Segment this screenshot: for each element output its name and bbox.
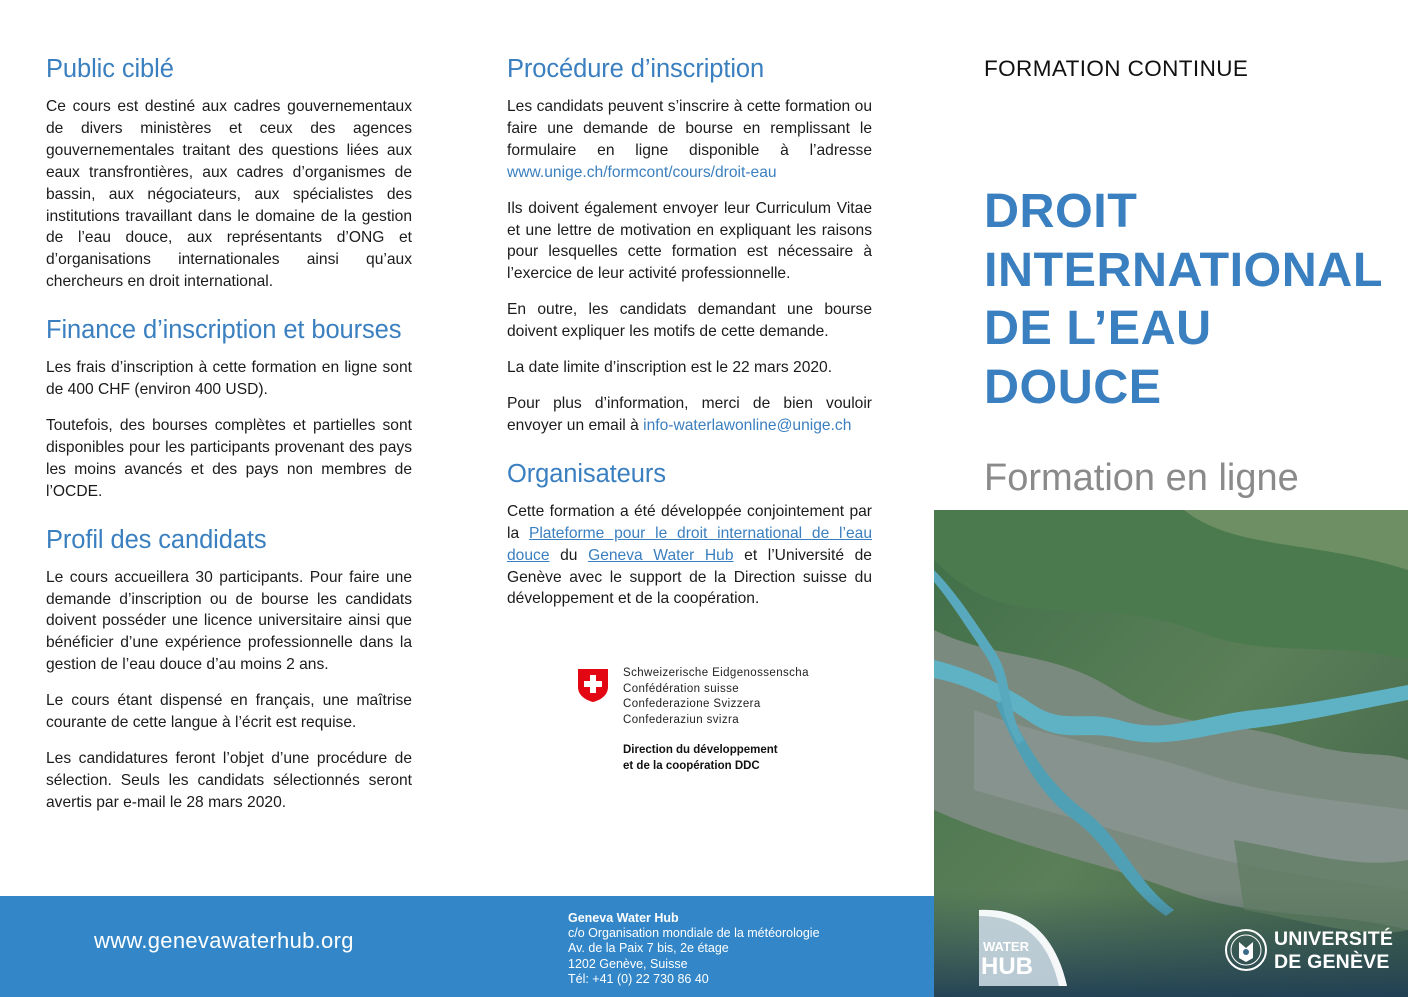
- footer-org-name: Geneva Water Hub: [568, 911, 679, 925]
- main-title-line-1: DROIT: [984, 184, 1138, 238]
- procedure-text-5-body: Pour plus d’information, merci de bien vouloir envoyer un email à: [507, 394, 872, 434]
- swiss-name-it: Confederazione Svizzera: [623, 698, 761, 711]
- footer-address-line-3: 1202 Genève, Suisse: [568, 956, 688, 971]
- ddc-label: [623, 743, 778, 774]
- heading-profil: Profil des candidats: [46, 525, 267, 554]
- swiss-shield-icon: [577, 668, 609, 703]
- main-title-line-3: DE L’EAU DOUCE: [984, 301, 1212, 414]
- main-title: [984, 182, 1384, 416]
- procedure-text-1: [507, 96, 872, 184]
- formation-continue-label: FORMATION CONTINUE: [984, 56, 1249, 81]
- finance-text-2: Toutefois, des bourses complètes et partielles sont disponibles pour les participants provenant des pays les moins avancés et des pays non membres de l’OCDE.: [46, 416, 412, 500]
- organisateurs-text-part-3: et l’Université de Genève avec le support de la Direction suisse du développement et de la coopération.: [507, 546, 872, 608]
- water-hub-logo: [975, 906, 1071, 990]
- water-hub-logo-line-2: HUB: [981, 953, 1033, 980]
- finance-text-1: Les frais d’inscription à cette formation en ligne sont de 400 CHF (environ 400 USD).: [46, 359, 412, 399]
- unige-wordmark-line-2: DE GENÈVE: [1274, 951, 1390, 973]
- heading-procedure: Procédure d’inscription: [507, 55, 765, 83]
- heading-organisateurs: Organisateurs: [507, 459, 666, 488]
- main-title-line-2: INTERNATIONAL: [984, 242, 1383, 297]
- heading-finance: Finance d’inscription et bourses: [46, 316, 402, 345]
- profil-text-2: Le cours étant dispensé en français, une maîtrise courante de cette langue à l’écrit est requise.: [46, 692, 412, 732]
- procedure-text-3: En outre, les candidats demandant une bourse doivent expliquer les motifs de cette demande.: [507, 301, 872, 341]
- footer-phone: Tél: +41 (0) 22 730 86 40: [568, 971, 709, 986]
- plateforme-link[interactable]: Plateforme pour le droit international de l’eau douce: [507, 524, 872, 564]
- procedure-text-5: [507, 393, 872, 437]
- section-organisateurs: [507, 457, 872, 611]
- profil-text-1: Le cours accueillera 30 participants. Pour faire une demande d’inscription ou de bourse les candidats doivent posséder une licence universitaire ainsi que bénéficier d’une expérience professionnelle dans la gestion de l’eau douce d’au moins 2 ans.: [46, 568, 412, 674]
- public-cible-text: Ce cours est destiné aux cadres gouvernementaux de divers ministères et ceux des agences gouvernementales traitant des questions liées aux eaux transfrontières, aux cadres d’organismes de bassin, aux négociateurs, aux spécialistes des institutions travaillant dans le domaine de la gestion de l’eau douce, aux représentants d’ONG et d’organisations internationales ainsi qu’aux chercheurs en droit international.: [46, 98, 412, 291]
- contact-email-link[interactable]: info-waterlawonline@unige.ch: [643, 416, 852, 434]
- section-public-cible: [46, 52, 412, 293]
- unige-seal-icon: [1224, 928, 1268, 972]
- right-column: [984, 52, 1384, 544]
- procedure-text-2: Ils doivent également envoyer leur Curriculum Vitae et une lettre de motivation en expliquant les raisons pour lesquelles cette formation est nécessaire à l’exercice de leur activité professionnelle.: [507, 199, 872, 283]
- middle-column: [507, 52, 872, 630]
- swiss-confederation-logo: [577, 666, 812, 776]
- subtitle: Formation en ligne: [984, 457, 1299, 499]
- geneva-water-hub-link[interactable]: Geneva Water Hub: [588, 546, 734, 564]
- organisateurs-text: [507, 501, 872, 611]
- profil-text-3: Les candidatures feront l’objet d’une procédure de sélection. Seuls les candidats sélectionnés seront avertis par e-mail le 28 mars 2020.: [46, 749, 412, 811]
- organisateurs-text-part-1: Cette formation a été développée conjointement par la: [507, 502, 872, 542]
- ddc-line-1: Direction du développement: [623, 744, 778, 756]
- section-finance: [46, 313, 412, 502]
- universite-de-geneve-logo: [1224, 926, 1394, 976]
- footer-address: [568, 911, 820, 987]
- footer-address-line-2: Av. de la Paix 7 bis, 2e étage: [568, 941, 729, 956]
- footer-bar: [0, 896, 934, 997]
- procedure-deadline: La date limite d’inscription est le 22 mars 2020.: [507, 359, 833, 377]
- procedure-text-1-body: Les candidats peuvent s’inscrire à cette formation ou faire une demande de bourse en remplissant le formulaire en ligne disponible à l’adresse: [507, 98, 872, 159]
- swiss-name-rm: Confederaziun svizra: [623, 713, 740, 726]
- swiss-name-de: Schweizerische Eidgenossenscha: [623, 667, 809, 679]
- unige-wordmark-line-1: UNIVERSITÉ: [1274, 928, 1394, 950]
- registration-link[interactable]: www.unige.ch/formcont/cours/droit-eau: [507, 163, 777, 181]
- organisateurs-text-part-2: du: [560, 546, 578, 564]
- website-link[interactable]: www.genevawaterhub.org: [94, 928, 354, 953]
- left-column: [46, 52, 412, 834]
- footer-address-line-1: c/o Organisation mondiale de la météorologie: [568, 926, 820, 941]
- section-procedure: [507, 52, 872, 437]
- unige-wordmark: [1274, 928, 1393, 974]
- swiss-name-fr: Confédération suisse: [623, 682, 740, 695]
- water-hub-logo-icon: [975, 906, 1071, 990]
- water-hub-logo-line-1: WATER: [983, 939, 1029, 954]
- section-profil: [46, 523, 412, 814]
- ddc-line-2: et de la coopération DDC: [623, 759, 760, 772]
- swiss-confederation-names: [623, 666, 809, 728]
- heading-public-cible: Public ciblé: [46, 55, 174, 83]
